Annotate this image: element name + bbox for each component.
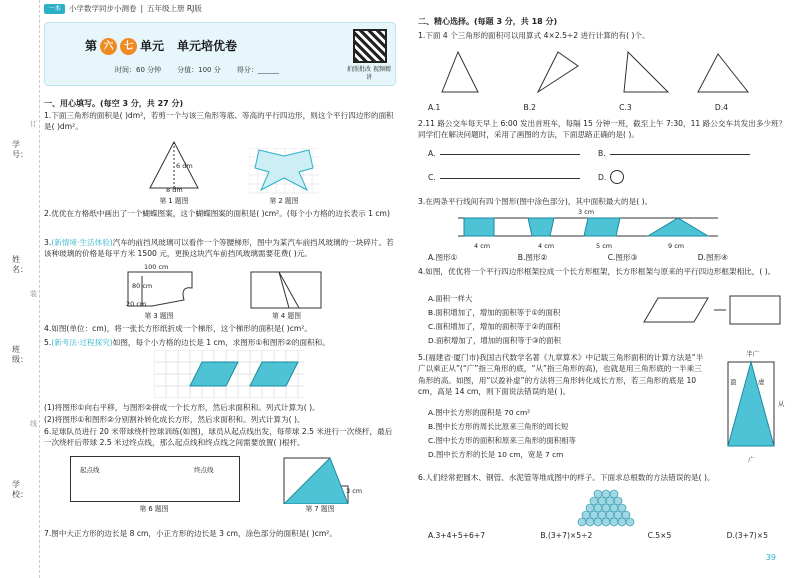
question-r4: 4.如图，优优将一个平行四边形框架拉成一个长方形框架，长方形框架与原来的平行四边形框架相比，( )。 [418, 267, 776, 276]
q3-dim-b: 80 cm [132, 282, 153, 290]
option-a[interactable]: A.面积一样大 [428, 294, 473, 303]
option-a[interactable]: A. [428, 149, 436, 158]
question-r5: 5.(福建省·厦门市)我国古代数学名著《九章算术》中记载三角形面积的计算方法是“半广以乘正从”(“广”指三角形的底，“从”指三角形的高)，也就是用三角形底的一半乘三角形的高。如图，用“以盈补虚”的方法将三角形转化成长方形，若三角形的底是 10 cm，高是 14 cm，则下面说法错误的是( )。 [418, 353, 704, 397]
q5-triangle-figure [716, 350, 786, 458]
q3-options [428, 252, 728, 263]
q7-squares-figure [280, 456, 356, 504]
option-a[interactable]: A.3+4+5+6+7 [428, 531, 486, 540]
q3-dim-1: 4 cm [474, 242, 491, 250]
q1-caption: 第 1 题图 [159, 197, 189, 205]
option-d[interactable]: D.图中长方形的长是 10 cm，宽是 7 cm [428, 450, 564, 460]
q7-caption: 第 7 题图 [305, 505, 335, 513]
got-info: 得分：______ [236, 66, 279, 74]
option-d[interactable]: D.图形④ [697, 253, 728, 262]
q6-end: 终点线 [194, 466, 214, 474]
option-c[interactable]: C.面积增加了，增加的面积等于②的面积 [428, 322, 561, 332]
q5-label-surplus: 盈 [730, 378, 737, 386]
q3-caption: 第 3 题图 [144, 312, 174, 320]
q6-pipes-figure [568, 488, 658, 528]
unit-prefix: 第 [85, 39, 98, 53]
header-grade: 五年级上册 RJ版 [147, 4, 202, 14]
q1-height: 6 dm [176, 162, 193, 170]
q5-label-deficit: 虚 [758, 378, 765, 386]
sidebar-class: 班级： [12, 345, 28, 364]
header-title: 小学数学同步小测卷 [69, 4, 137, 14]
option-b[interactable]: B.面积增加了，增加的面积等于①的面积 [428, 308, 561, 318]
question-3: 3.(新情境·生活体验)汽车的前挡风玻璃可以看作一个等腰梯形，图中为某汽车前挡风玻璃的一块碎片。若该种玻璃的价格是每平方米 1500 元，更换这块汽车前挡风玻璃需要花费( )元。 [44, 238, 394, 259]
question-5a: (1)将图形①向右平移，与图形②拼成一个长方形，然后求面积和。列式计算为( )。 [44, 403, 320, 412]
q2-caption: 第 2 题图 [269, 197, 299, 205]
q3-dim-a: 100 cm [144, 263, 169, 271]
header: 一本 小学数学同步小测卷 | 五年级上册 RJ版 [44, 0, 396, 18]
option-b[interactable]: B.(3+7)×5÷2 [540, 531, 593, 540]
q4-fold-figure [249, 270, 324, 312]
option-b[interactable]: B.2 [523, 103, 536, 112]
score-info: 分值：100 分 [177, 66, 221, 74]
q4-options [428, 292, 638, 348]
unit-banner [44, 22, 396, 86]
q5-label-half: 半广 [746, 350, 759, 358]
section-title: 一、用心填写。(每空 3 分，共 27 分) [44, 99, 184, 108]
q7-dim: 3 cm [346, 487, 363, 495]
q5-options [428, 406, 718, 462]
q1-triangles-figure [438, 46, 758, 98]
unit-title [85, 37, 237, 55]
exam-info [115, 65, 279, 76]
right-column [418, 0, 790, 578]
option-c[interactable]: C.5×5 [647, 531, 672, 540]
option-c[interactable]: C.3 [619, 103, 632, 112]
question-5b: (2)将图形①和图形②分别割补转化成长方形，然后求面积和。列式计算为( )。 [44, 415, 305, 424]
option-d[interactable]: D.4 [714, 103, 728, 112]
question-r1: 1.下面 4 个三角形的面积可以用算式 4×2.5÷2 进行计算的有( )个。 [418, 31, 650, 40]
sidebar-school: 学校： [12, 480, 28, 499]
option-b[interactable]: B. [598, 149, 606, 158]
option-d[interactable]: D.(3+7)×5 [726, 531, 768, 540]
q3-tag: (新情境·生活体验) [51, 238, 113, 247]
brand-badge: 一本 [44, 4, 65, 14]
sidebar-name: 姓名： [12, 255, 28, 274]
option-d[interactable]: D. [598, 173, 607, 182]
option-a[interactable]: A.图形① [428, 253, 458, 262]
q4-frame-figure [638, 292, 788, 328]
q1-options [428, 102, 728, 113]
unit-suffix: 单元 [140, 39, 165, 53]
q5-tag: (新考法·过程探究) [51, 338, 113, 347]
time-info: 时间：60 分钟 [115, 66, 162, 74]
option-c[interactable]: C. [428, 173, 436, 182]
option-b[interactable]: B.图形② [517, 253, 548, 262]
q3-dim-2: 4 cm [538, 242, 555, 250]
sidebar-id: 学号： [12, 140, 28, 159]
question-4: 4.如图(单位：cm)，将一张长方形纸折成一个梯形，这个梯形的面积是( )cm²。 [44, 324, 312, 333]
question-6: 6.足球队员进行 20 米带球绕杆控球训练(如图)，球员从起点线出发，每带球 2.5 米进行一次绕杆，最后一次绕杆后带球 2.5 米过终点线，那么起点线和终点线之间需要放置( )根杆。 [44, 427, 393, 448]
q1-base: 8 dm [166, 186, 183, 194]
question-7: 7.图中大正方形的边长是 8 cm，小正方形的边长是 3 cm，涂色部分的面积是( )cm²。 [44, 529, 337, 538]
question-5: 5.(新考法·过程探究)如图，每个小方格的边长是 1 cm，求图形①和图形②的面积和。 [44, 338, 330, 347]
q3-dim-4: 9 cm [668, 242, 685, 250]
option-c[interactable]: C.图形③ [607, 253, 638, 262]
q6-start: 起点线 [80, 466, 100, 474]
q5-text: 如图，每个小方格的边长是 1 cm，求图形①和图形②的面积和。 [112, 338, 330, 347]
option-d[interactable]: D.面积增加了，增加的面积等于③的面积 [428, 336, 561, 346]
question-r3: 3.在两条平行线间有四个图形(图中涂色部分)，其中面积最大的是( )。 [418, 197, 653, 206]
left-column [44, 0, 396, 578]
fold-label: 装 [30, 290, 37, 298]
q2-options [428, 148, 788, 188]
q4-caption: 第 4 题图 [271, 312, 302, 320]
sidebar [0, 0, 40, 578]
page-number: 39 [765, 553, 776, 562]
fold-label: 线 [30, 420, 37, 428]
unit-num-2: 七 [120, 38, 137, 55]
question-1: 1.下面三角形的面积是( )dm²，若剪一个与该三角形等底、等高的平行四边形，则这个平行四边形的面积是( )dm²。 [44, 111, 394, 132]
q3-dim-c: 20 cm [126, 300, 147, 308]
q5-label-height: 从 [778, 400, 785, 408]
qr-note: 拍照批改 视频精讲 [347, 66, 391, 81]
q5-label-base: 广 [748, 456, 755, 464]
q3-parallel-figure [458, 214, 718, 242]
option-b[interactable]: B.图中长方形的周长比原来三角形的周长短 [428, 422, 569, 432]
got-label: 得分： [236, 66, 258, 74]
qr-code-icon[interactable] [353, 29, 387, 63]
q6-options [428, 530, 768, 541]
question-r2: 2.11 路公交车每天早上 6:00 发出首班车，每隔 15 分钟一班，截至上午 7:30，11 路公交车共发出多少班？同学们在解决问题时，采用了画图的方法，下面思路正确的是( )。 [418, 119, 787, 140]
option-a[interactable]: A.图中长方形的面积是 70 cm² [428, 408, 531, 417]
question-r6: 6.人们经常把圆木、钢管、水泥管等堆成图中的样子。下面求总根数的方法错误的是( )。 [418, 473, 715, 482]
banner-title: 单元培优卷 [177, 39, 238, 53]
q2-butterfly-figure [249, 148, 319, 194]
q6-training-figure [70, 456, 240, 502]
q6-caption: 第 6 题图 [139, 505, 169, 513]
option-c[interactable]: C.图中长方形的面积和原来三角形的面积相等 [428, 436, 576, 446]
fold-label: 订 [30, 120, 37, 128]
section-title: 二、精心选择。(每题 3 分，共 18 分) [418, 17, 558, 26]
unit-num-1: 六 [100, 38, 117, 55]
q5-grid-figure [154, 350, 304, 398]
q3-top-dim: 3 cm [578, 208, 595, 216]
option-a[interactable]: A.1 [428, 103, 441, 112]
question-2: 2.优优在方格纸中画出了一个蝴蝶图案，这个蝴蝶图案的面积是( )cm²。(每个小方格的边长表示 1 cm) [44, 209, 390, 218]
q3-text: 汽车的前挡风玻璃可以看作一个等腰梯形，图中为某汽车前挡风玻璃的一块碎片。若该种玻璃的价格是每平方米 1500 元，更换这块汽车前挡风玻璃需要花费( )元。 [44, 238, 394, 259]
q3-dim-3: 5 cm [596, 242, 613, 250]
